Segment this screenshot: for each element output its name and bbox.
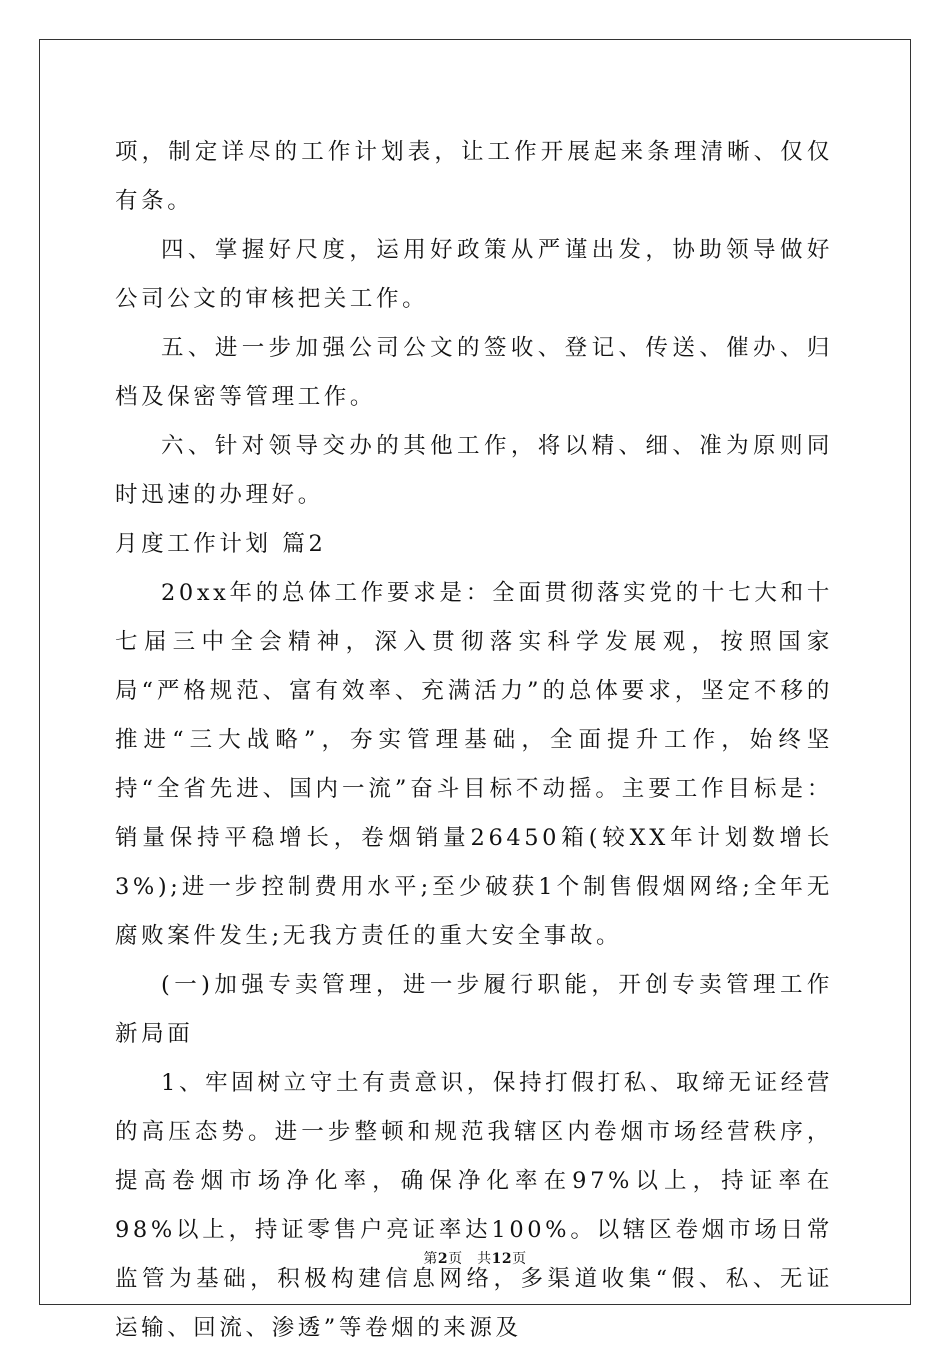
page-footer — [0, 1248, 950, 1268]
footer-mid: 页 共 — [448, 1251, 492, 1267]
current-page-number: 2 — [437, 1251, 449, 1267]
paragraph: (一)加强专卖管理，进一步履行职能，开创专卖管理工作新局面 — [115, 972, 833, 1047]
paragraph: 四、掌握好尺度，运用好政策从严谨出发，协助领导做好公司公文的审核把关工作。 — [115, 237, 833, 312]
footer-prefix: 第 — [423, 1251, 438, 1267]
document-body — [115, 128, 833, 1353]
paragraph: 六、针对领导交办的其他工作，将以精、细、准为原则同时迅速的办理好。 — [115, 433, 833, 508]
paragraph: 项，制定详尽的工作计划表，让工作开展起来条理清晰、仅仅有条。 — [115, 139, 833, 214]
section-heading: 月度工作计划 篇2 — [115, 531, 327, 557]
paragraph: 五、进一步加强公司公文的签收、登记、传送、催办、归档及保密等管理工作。 — [115, 335, 833, 410]
paragraph: 1、牢固树立守土有责意识，保持打假打私、取缔无证经营的高压态势。进一步整顿和规范我辖区内卷烟市场经营秩序，提高卷烟市场净化率，确保净化率在97%以上，持证率在98%以上，持证零售户亮证率达100%。以辖区卷烟市场日常监管为基础，积极构建信息网络，多渠道收集“假、私、无证运输、回流、渗透”等卷烟的来源及 — [115, 1070, 833, 1341]
footer-suffix: 页 — [512, 1251, 527, 1267]
total-page-number: 12 — [491, 1251, 513, 1267]
paragraph: 20xx年的总体工作要求是：全面贯彻落实党的十七大和十七届三中全会精神，深入贯彻落实科学发展观，按照国家局“严格规范、富有效率、充满活力”的总体要求，坚定不移的推进“三大战略”，夯实管理基础，全面提升工作，始终坚持“全省先进、国内一流”奋斗目标不动摇。主要工作目标是：销量保持平稳增长，卷烟销量26450箱(较XX年计划数增长3%);进一步控制费用水平;至少破获1个制售假烟网络;全年无腐败案件发生;无我方责任的重大安全事故。 — [115, 580, 833, 949]
